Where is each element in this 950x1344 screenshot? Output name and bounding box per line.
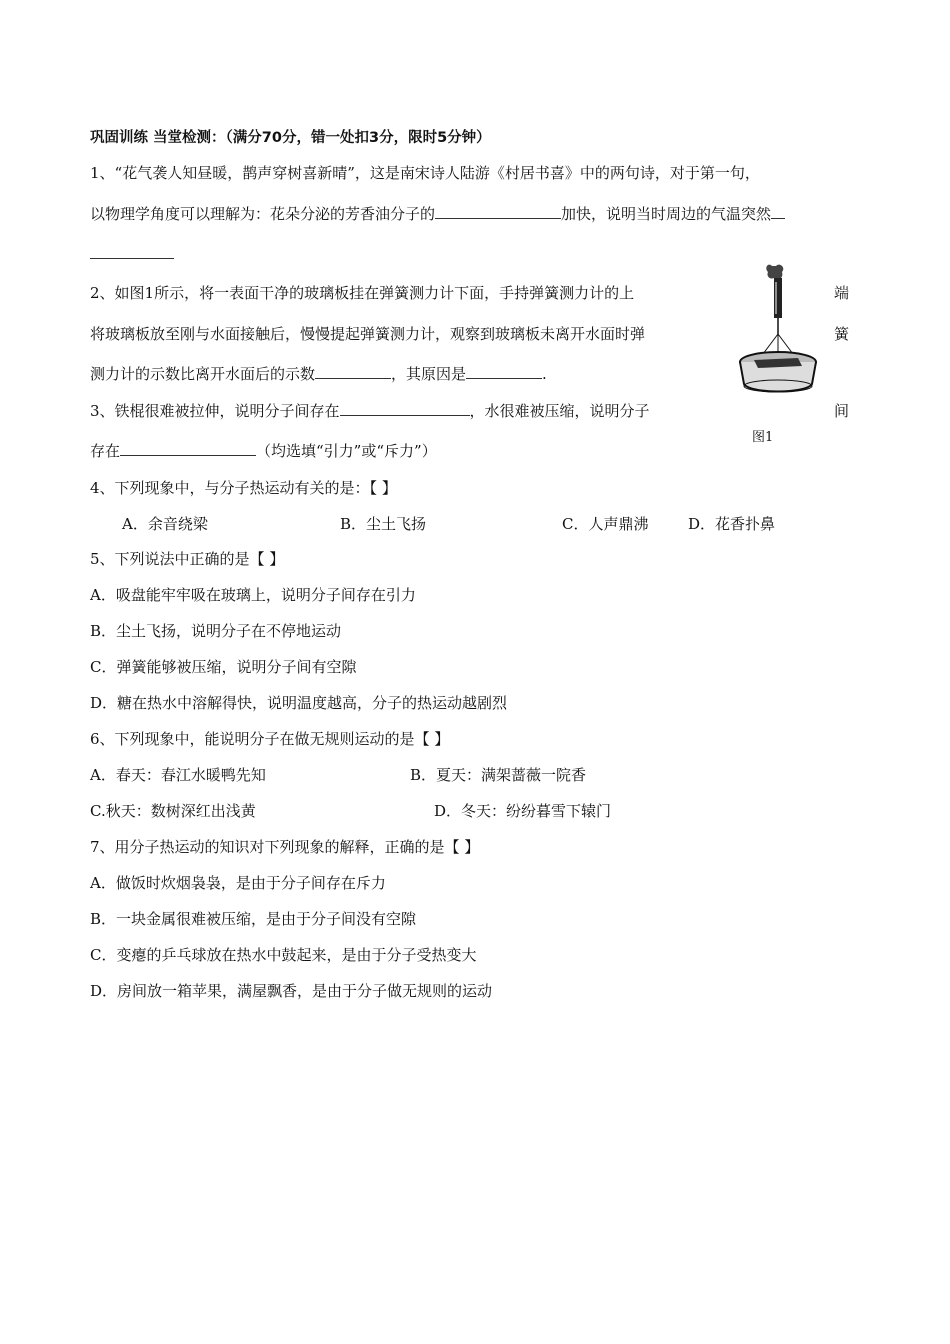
q2-blank-2[interactable] (466, 364, 542, 379)
q1-line2 (90, 204, 785, 224)
q4-stem: 4、下列现象中，与分子热运动有关的是：【 】 (90, 479, 397, 497)
q6-option-d[interactable]: D．冬天：纷纷暮雪下辕门 (434, 802, 612, 820)
figure-caption: 图1 (752, 430, 774, 445)
q3-blank-1[interactable] (340, 401, 470, 416)
q4-option-b[interactable]: B．尘土飞扬 (340, 515, 427, 533)
q7-option-c[interactable]: C．变瘪的乒乓球放在热水中鼓起来，是由于分子受热变大 (90, 946, 477, 964)
q6-option-b[interactable]: B．夏天：满架蔷薇一院香 (410, 766, 587, 784)
q3-text-a: 3、铁棍很难被拉伸，说明分子间存在 (90, 402, 340, 420)
q1-blank-2[interactable] (90, 244, 174, 259)
q5-option-c[interactable]: C．弹簧能够被压缩，说明分子间有空隙 (90, 658, 357, 676)
q1-line3 (90, 244, 174, 264)
q2-text-b: ，其原因是 (391, 365, 467, 383)
q3-text-b: ，水很难被压缩，说明分子 (469, 402, 650, 420)
q3-line2 (90, 441, 437, 461)
q2-blank-1[interactable] (315, 364, 391, 379)
q5-option-a[interactable]: A．吸盘能牢牢吸在玻璃上，说明分子间存在引力 (90, 586, 416, 604)
q5-option-b[interactable]: B．尘土飞扬，说明分子在不停地运动 (90, 622, 342, 640)
q7-stem: 7、用分子热运动的知识对下列现象的解释，正确的是【 】 (90, 838, 480, 856)
q1-text-a: 以物理学角度可以理解为：花朵分泌的芳香油分子的 (90, 205, 436, 223)
q1-line1: 1、“花气袭人知昼暖，鹊声穿树喜新晴”，这是南宋诗人陆游《村居书喜》中的两句诗，对于第一句， (90, 164, 760, 182)
q2-right-char-1: 端 (834, 284, 850, 302)
q2-line3 (90, 364, 547, 384)
q1-blank-1[interactable] (435, 204, 561, 219)
q2-line1: 2、如图1所示，将一表面干净的玻璃板挂在弹簧测力计下面，手持弹簧测力计的上 (90, 284, 635, 302)
q3-text-d: （均选填“引力”或“斥力”） (256, 442, 437, 460)
q5-option-d[interactable]: D．糖在热水中溶解得快，说明温度越高，分子的热运动越剧烈 (90, 694, 508, 712)
q3-blank-2[interactable] (120, 441, 256, 456)
q4-option-a[interactable]: A．余音绕梁 (122, 515, 208, 533)
q4-option-d[interactable]: D．花香扑鼻 (688, 515, 776, 533)
q6-option-a[interactable]: A．春天：春江水暖鸭先知 (90, 766, 266, 784)
q4-option-c[interactable]: C．人声鼎沸 (562, 515, 649, 533)
q2-text-c: . (542, 365, 547, 383)
section-title: 巩固训练 当堂检测：（满分70分，错一处扣3分，限时5分钟） (90, 130, 491, 146)
q3-line1 (90, 401, 650, 421)
q5-stem: 5、下列说法中正确的是【 】 (90, 550, 285, 568)
q3-right-char: 间 (834, 402, 850, 420)
q6-stem: 6、下列现象中，能说明分子在做无规则运动的是【 】 (90, 730, 450, 748)
q2-line2: 将玻璃板放至刚与水面接触后，慢慢提起弹簧测力计，观察到玻璃板未离开水面时弹 (90, 325, 646, 343)
q7-option-b[interactable]: B．一块金属很难被压缩，是由于分子间没有空隙 (90, 910, 417, 928)
spring-scale-figure (738, 262, 822, 394)
q2-text-a: 测力计的示数比离开水面后的示数 (90, 365, 316, 383)
q6-option-c[interactable]: C.秋天：数树深红出浅黄 (90, 802, 256, 820)
q7-option-a[interactable]: A．做饭时炊烟袅袅，是由于分子间存在斥力 (90, 874, 386, 892)
q7-option-d[interactable]: D．房间放一箱苹果，满屋飘香，是由于分子做无规则的运动 (90, 982, 493, 1000)
q1-blank-2-start[interactable] (771, 204, 785, 219)
q2-right-char-2: 簧 (834, 325, 850, 343)
q1-text-b: 加快，说明当时周边的气温突然 (561, 205, 772, 223)
q3-text-c: 存在 (90, 442, 121, 460)
